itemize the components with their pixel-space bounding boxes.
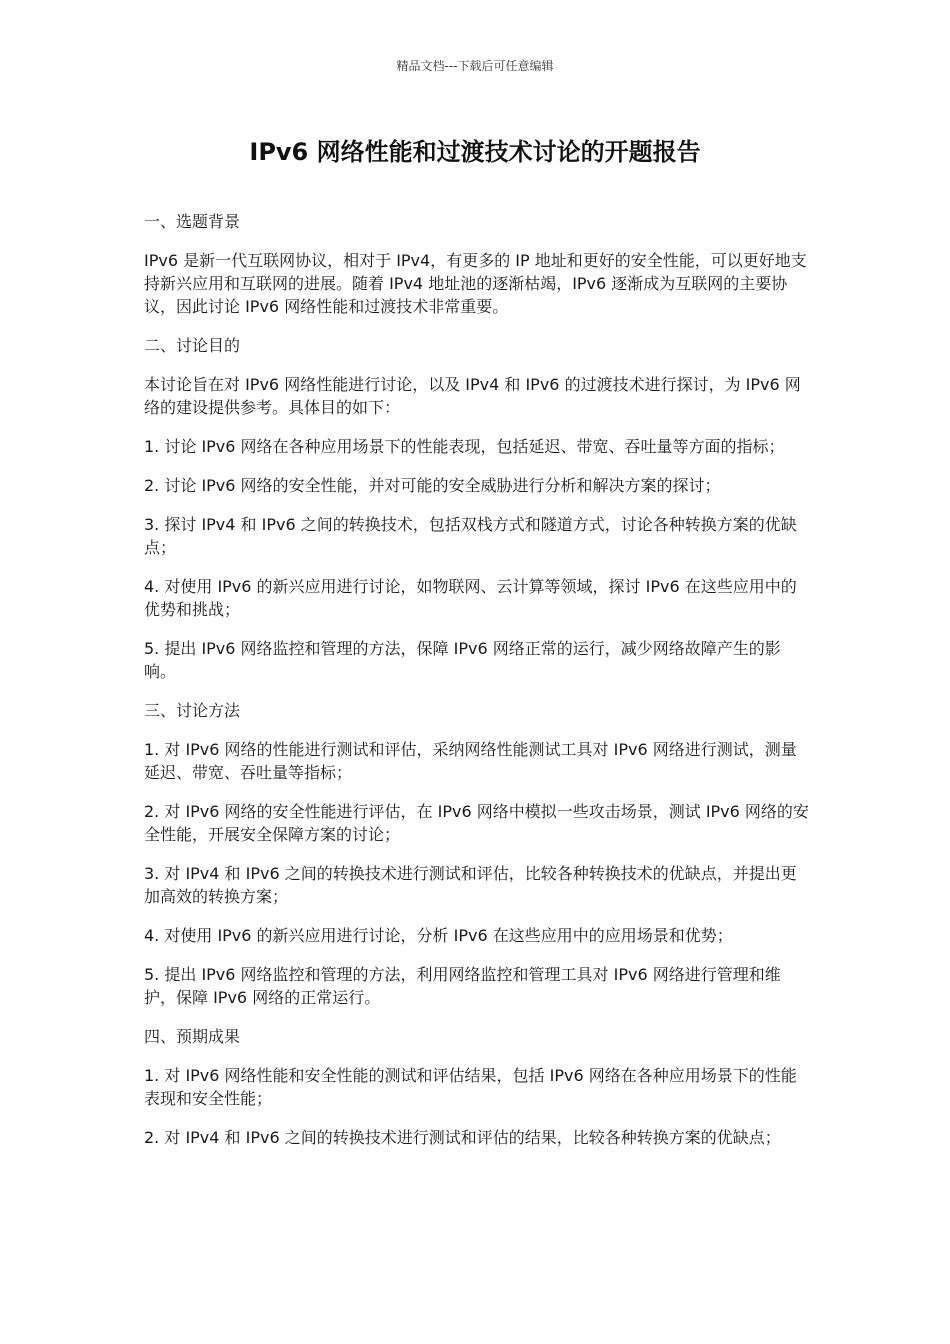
list-item-purpose-4: 4. 对使用 IPv6 的新兴应用进行讨论，如物联网、云计算等领域，探讨 IPv6 在这些应用中的优势和挑战； — [144, 577, 797, 619]
section-heading-outcomes: 四、预期成果 — [144, 1027, 241, 1046]
list-item-method-3: 3. 对 IPv4 和 IPv6 之间的转换技术进行测试和评估，比较各种转换技术的优缺点，并提出更加高效的转换方案； — [144, 864, 797, 906]
list-item-purpose-1: 1. 讨论 IPv6 网络在各种应用场景下的性能表现，包括延迟、带宽、吞吐量等方面的指标； — [144, 437, 785, 456]
list-item-purpose-3: 3. 探讨 IPv4 和 IPv6 之间的转换技术，包括双栈方式和隧道方式，讨论各种转换方案的优缺点； — [144, 515, 797, 557]
list-item-method-4: 4. 对使用 IPv6 的新兴应用进行讨论，分析 IPv6 在这些应用中的应用场景和优势； — [144, 926, 733, 945]
list-item-purpose-5: 5. 提出 IPv6 网络监控和管理的方法，保障 IPv6 网络正常的运行，减少网络故障产生的影响。 — [144, 639, 781, 681]
list-item-purpose-2: 2. 讨论 IPv6 网络的安全性能，并对可能的安全威胁进行分析和解决方案的探讨； — [144, 476, 721, 495]
section-heading-purpose: 二、讨论目的 — [144, 336, 241, 355]
document-title: IPv6 网络性能和过渡技术讨论的开题报告 — [249, 138, 701, 166]
list-item-method-1: 1. 对 IPv6 网络的性能进行测试和评估，采纳网络性能测试工具对 IPv6 网络进行测试，测量延迟、带宽、吞吐量等指标； — [144, 740, 797, 782]
list-item-method-2: 2. 对 IPv6 网络的安全性能进行评估，在 IPv6 网络中模拟一些攻击场景，测试 IPv6 网络的安全性能，开展安全保障方案的讨论； — [144, 802, 809, 844]
paragraph-background: IPv6 是新一代互联网协议，相对于 IPv4，有更多的 IP 地址和更好的安全性能，可以更好地支持新兴应用和互联网的进展。随着 IPv4 地址池的逐渐枯竭，IPv6 逐渐成为互联网的主要协议，因此讨论 IPv6 网络性能和过渡技术非常重要。 — [144, 251, 807, 316]
list-item-method-5: 5. 提出 IPv6 网络监控和管理的方法，利用网络监控和管理工具对 IPv6 网络进行管理和维护，保障 IPv6 网络的正常运行。 — [144, 965, 781, 1007]
section-heading-methods: 三、讨论方法 — [144, 701, 241, 720]
list-item-outcome-2: 2. 对 IPv4 和 IPv6 之间的转换技术进行测试和评估的结果，比较各种转换方案的优缺点； — [144, 1128, 781, 1147]
list-item-outcome-1: 1. 对 IPv6 网络性能和安全性能的测试和评估结果，包括 IPv6 网络在各种应用场景下的性能表现和安全性能； — [144, 1066, 797, 1108]
paragraph-purpose-intro: 本讨论旨在对 IPv6 网络性能进行讨论，以及 IPv4 和 IPv6 的过渡技术进行探讨，为 IPv6 网络的建设提供参考。具体目的如下： — [144, 375, 801, 417]
document-body — [144, 210, 810, 1165]
section-heading-background: 一、选题背景 — [144, 212, 241, 231]
header-note: 精品文档---下载后可任意编辑 — [396, 59, 554, 73]
